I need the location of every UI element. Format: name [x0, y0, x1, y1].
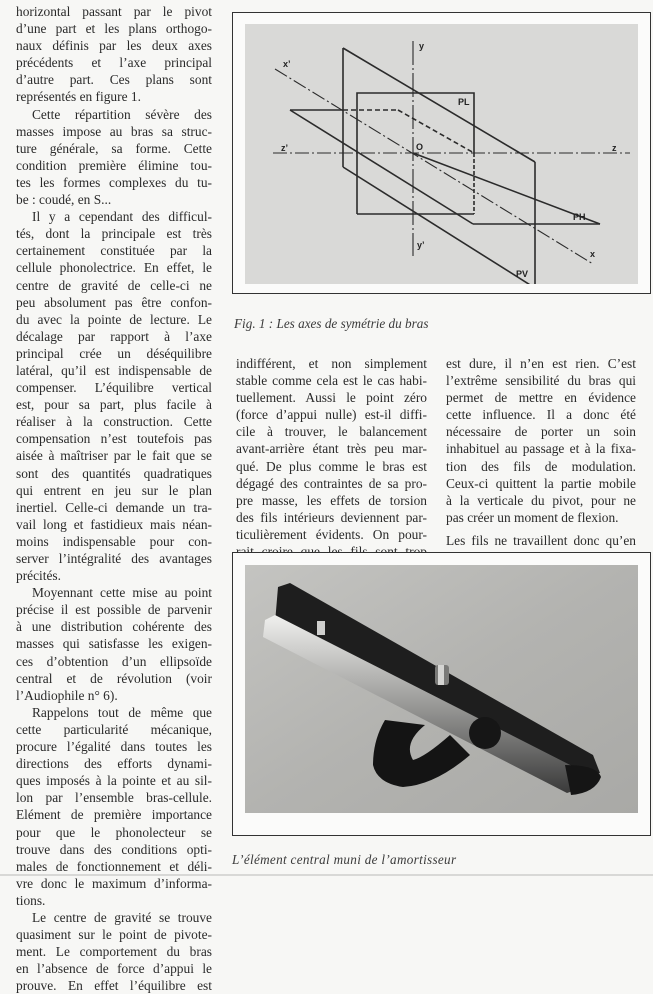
- text-line: est dure, il n’en est rien. C’est: [446, 356, 636, 371]
- text-line: compensation n’est toutefois pas: [16, 431, 212, 447]
- text-line: d’autre part. Ces plans sont: [16, 72, 212, 88]
- text-line: Rappelons tout de même que: [32, 704, 212, 720]
- figure-1-diagram: [245, 24, 638, 284]
- text-line: pas créer un moment de flexion.: [446, 509, 619, 525]
- text-line: Ceux-ci quittent la partie mobile: [446, 475, 636, 491]
- text-line: latéral, qu’il est indispensable de: [16, 362, 212, 378]
- text-line: à une distribution cohérente des: [16, 619, 212, 635]
- text-line: directions des efforts dynami-: [16, 756, 212, 772]
- text-column-left: [16, 3, 212, 994]
- figure-2-caption: L’élément central muni de l’amortisseur: [232, 852, 457, 867]
- text-line: certainement constituée par la: [16, 243, 212, 259]
- text-line: du avec la pointe de lecture. Le: [16, 311, 212, 327]
- text-line: vre donc le maximum d’informa-: [16, 875, 212, 891]
- text-line: naux définis par les deux axes: [16, 38, 212, 54]
- text-column-right: [446, 355, 636, 566]
- figure-1-caption: Fig. 1 : Les axes de symétrie du bras: [234, 316, 429, 331]
- text-line: procure l’égalité dans toutes les: [16, 739, 212, 755]
- text-line: males de fonctionnement et déli-: [16, 858, 212, 874]
- axis-label-y: y: [419, 41, 425, 51]
- text-line: Cette répartition sévère des: [32, 106, 212, 122]
- text-line: sont des quantités quadratiques: [16, 465, 212, 481]
- text-line: prouve. En effet l’équilibre est: [16, 978, 212, 994]
- text-line: des fils intérieurs deviennent par-: [236, 509, 427, 525]
- figure-2-frame: [232, 552, 651, 836]
- axis-label-y-prime: y’: [417, 240, 425, 250]
- text-line: Elément de première importance: [16, 807, 212, 823]
- symmetry-axes-diagram: [245, 24, 638, 284]
- text-line: cette influence. Il a donc été: [446, 407, 636, 423]
- text-line: (force d’appui nulle) est-il diffi-: [236, 407, 427, 423]
- text-line: principal crée un déséquilibre: [16, 345, 212, 361]
- text-line: masses qui satisfasse les exigen-: [16, 636, 212, 652]
- text-line: condition première élimine tou-: [16, 157, 212, 173]
- text-line: quasiment sur le point de pivote-: [16, 927, 212, 943]
- text-line: ment. Le comportement du bras: [16, 944, 212, 960]
- text-line: est, pour sa part, plus facile à: [16, 397, 212, 413]
- text-line: peu absolument pas être confon-: [16, 294, 212, 310]
- plane-label-pv: PV: [516, 269, 529, 279]
- text-line: Les fils ne travaillent donc qu’en: [446, 532, 636, 548]
- text-line: ticulièrement évidents. On pour-: [236, 526, 427, 542]
- text-line: ques imposés à la pointe et au sil-: [16, 773, 212, 789]
- text-line: ces d’obtention d’un ellipsoïde: [16, 653, 212, 669]
- text-line: réaliser à la construction. Cette: [16, 414, 212, 430]
- text-column-middle: [236, 355, 427, 577]
- text-line: moins indispensable pour con-: [16, 533, 212, 549]
- plane-label-pl: PL: [458, 97, 470, 107]
- text-line: Le centre de gravité se trouve: [32, 909, 212, 925]
- text-line: tuellement. Aussi le point zéro: [236, 390, 427, 406]
- text-line: server l’intégralité des avantages: [16, 551, 212, 566]
- text-line: qué. De plus comme le bras est: [236, 458, 427, 474]
- tonearm-photo: [245, 565, 638, 813]
- text-line: tes les formes complexes du tu-: [16, 174, 212, 190]
- text-line: précise il est possible de parvenir: [16, 602, 212, 618]
- text-line: compenser. L’équilibre vertical: [16, 380, 212, 396]
- axis-label-z: z: [612, 143, 617, 153]
- page-bottom-rule: [0, 874, 653, 876]
- text-line: avant-arrière étant très peu mar-: [236, 441, 427, 457]
- text-line: lon par l’ensemble bras-cellule.: [16, 790, 212, 806]
- text-line: Il y a cependant des difficul-: [32, 209, 212, 225]
- text-line: cile à trouver, le balancement: [236, 424, 427, 440]
- text-line: inhabituel au passage et à la fixa-: [446, 441, 636, 457]
- text-line: représentés en figure 1.: [16, 89, 141, 105]
- tonearm-photo-illustration: [245, 565, 638, 813]
- text-line: en l’absence de force d’appui le: [16, 961, 212, 977]
- text-line: dégagé des contraintes de sa pro-: [236, 475, 427, 491]
- text-line: pour que le phonolecteur se: [16, 824, 212, 840]
- text-line: l’Audiophile n° 6).: [16, 687, 118, 703]
- text-line: masses impose au bras sa struc-: [16, 123, 212, 139]
- text-line: tion des fils de modulation.: [446, 458, 636, 474]
- text-line: l’extrême sensibilité du bras qui: [446, 373, 636, 389]
- text-line: cellule phonolectrice. En effet, le: [16, 260, 212, 276]
- text-line: qui entrent en jeu sur le plan: [16, 482, 212, 498]
- text-line: indifférent, et non simplement: [236, 356, 427, 371]
- text-line: d’une part et les plans orthogo-: [16, 21, 212, 37]
- text-line: stable comme cela est le cas habi-: [236, 373, 427, 389]
- figure-1-frame: [232, 12, 651, 294]
- text-line: Moyennant cette mise au point: [32, 585, 212, 601]
- text-line: horizontal passant par le pivot: [16, 4, 212, 19]
- origin-label: O: [416, 142, 424, 152]
- text-line: cette particularité mécanique,: [16, 721, 212, 737]
- axis-label-x: x: [590, 249, 596, 259]
- text-line: aisée à maîtriser par le fait que se: [16, 448, 212, 464]
- text-line: trouve dans des conditions opti-: [16, 841, 212, 857]
- text-line: be : coudé, en S...: [16, 192, 112, 208]
- text-line: pre masse, les effets de torsion: [236, 492, 427, 508]
- text-line: ture générale, sa forme. Cette: [16, 140, 212, 156]
- axis-label-z-prime: z’: [281, 143, 289, 153]
- axis-label-x-prime: x’: [283, 59, 291, 69]
- text-line: à la verticale du pivot, pour ne: [446, 492, 636, 508]
- text-line: vail long et fastidieux mais néan-: [16, 516, 212, 532]
- text-line: central et de révolution (voir: [16, 670, 212, 686]
- text-line: tés, dont la principale est très: [16, 226, 212, 242]
- text-line: précédents et l’axe principal: [16, 55, 212, 71]
- plane-label-ph: PH: [573, 212, 586, 222]
- text-line: décalage par rapport à l’axe: [16, 328, 212, 344]
- text-line: centre de gravité de celle-ci ne: [16, 277, 212, 293]
- text-line: permet de mettre en évidence: [446, 390, 636, 406]
- text-line: tions.: [16, 892, 46, 908]
- text-line: inertiel. Celle-ci demande un tra-: [16, 499, 212, 515]
- text-line: nécessaire de porter un soin: [446, 424, 636, 440]
- text-line: précités.: [16, 568, 61, 584]
